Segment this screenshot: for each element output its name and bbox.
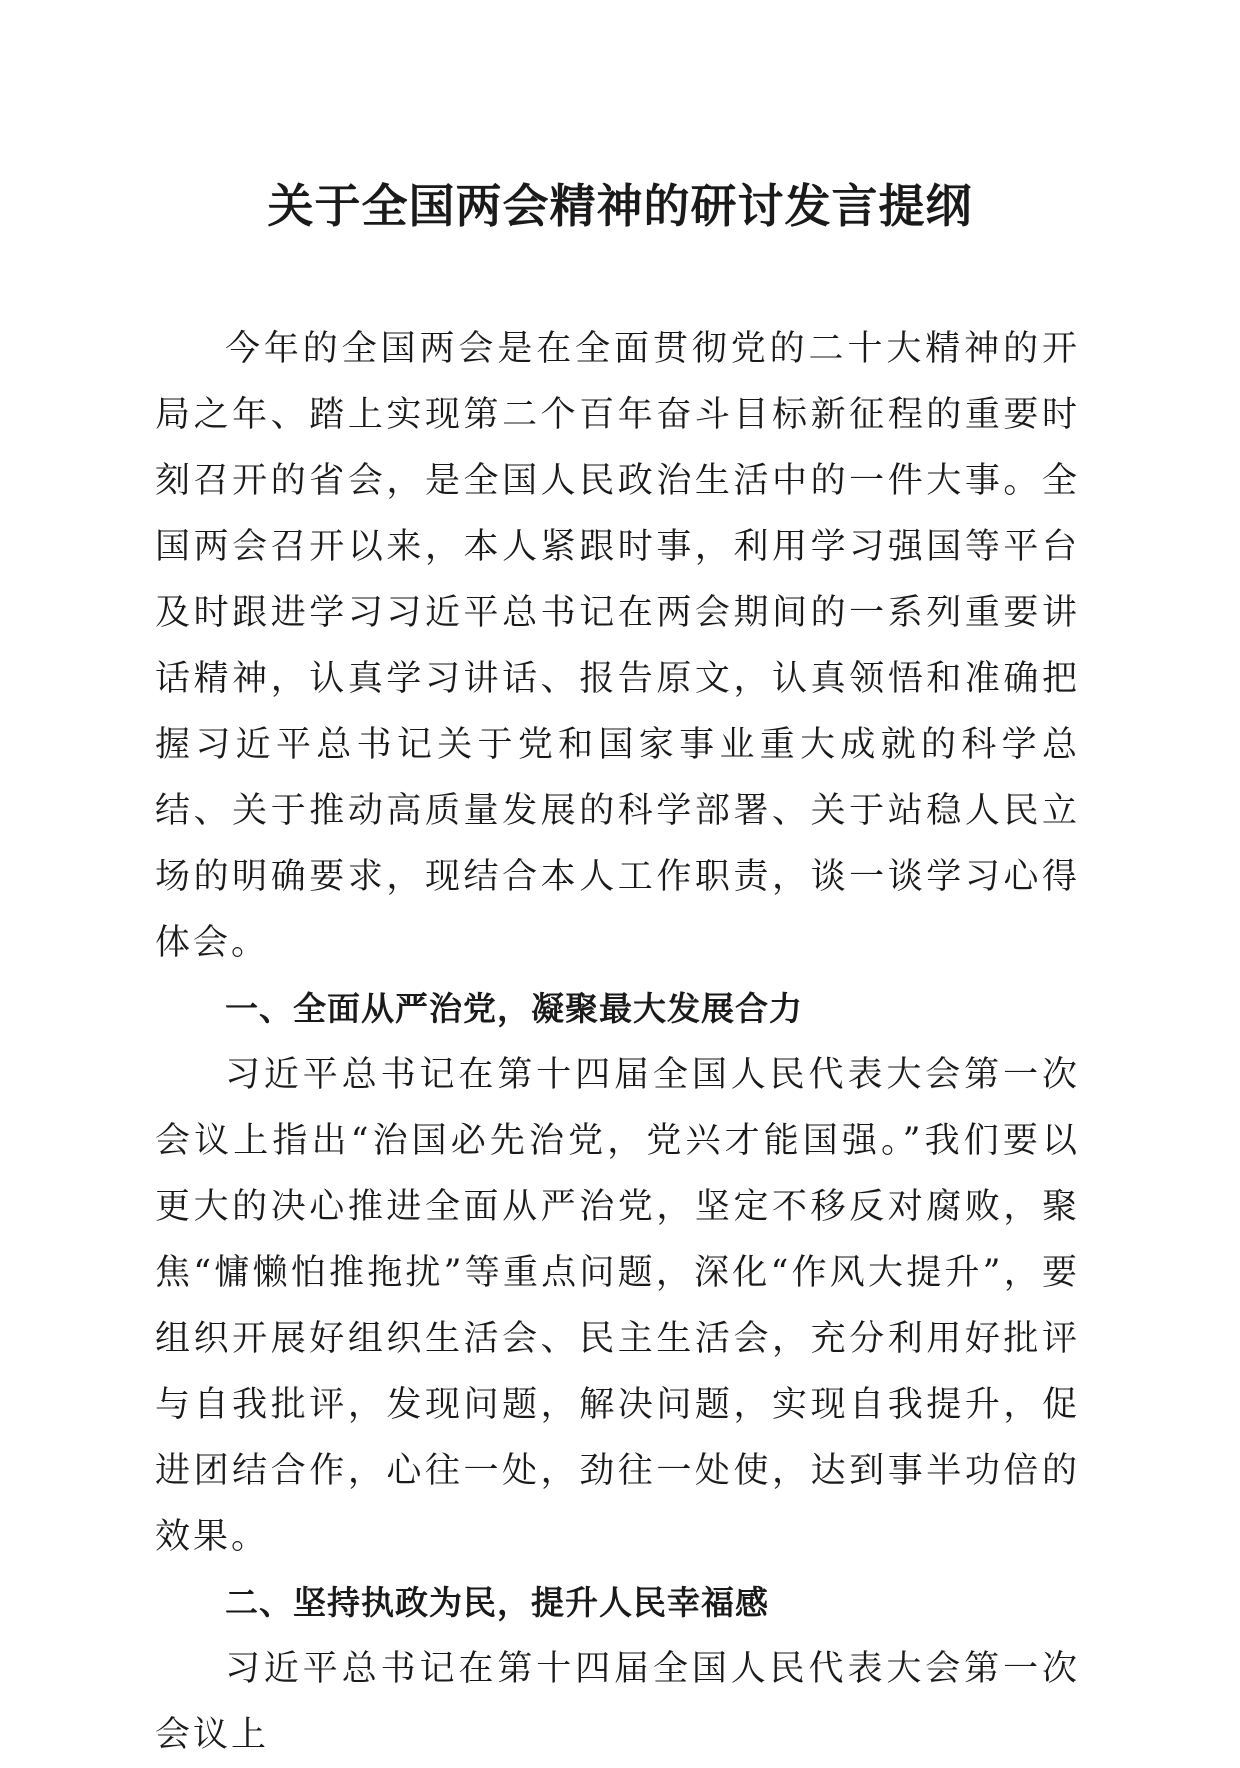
section-1-heading: 一、全面从严治党，凝聚最大发展合力 [225, 989, 803, 1028]
document-title: 关于全国两会精神的研讨发言提纲 [267, 179, 973, 233]
document-body [155, 316, 1080, 1768]
section-1-paragraph: 习近平总书记在第十四届全国人民代表大会第一次会议上指出“治国必先治党，党兴才能国强。”我们要以更大的决心推进全面从严治党，坚定不移反对腐败，聚焦“慵懒怕推拖扰”等重点问题，深化“作风大提升”，要组织开展好组织生活会、民主生活会，充分利用好批评与自我批评，发现问题，解决问题，实现自我提升，促进团结合作，心往一处，劲往一处使，达到事半功倍的效果。 [155, 1055, 1080, 1557]
section-2-heading: 二、坚持执政为民，提升人民幸福感 [225, 1583, 769, 1622]
intro-paragraph: 今年的全国两会是在全面贯彻党的二十大精神的开局之年、踏上实现第二个百年奋斗目标新征程的重要时刻召开的省会，是全国人民政治生活中的一件大事。全国两会召开以来，本人紧跟时事，利用学习强国等平台及时跟进学习习近平总书记在两会期间的一系列重要讲话精神，认真学习讲话、报告原文，认真领悟和准确把握习近平总书记关于党和国家事业重大成就的科学总结、关于推动高质量发展的科学部署、关于站稳人民立场的明确要求，现结合本人工作职责，谈一谈学习心得体会。 [155, 329, 1080, 963]
section-2-paragraph: 习近平总书记在第十四届全国人民代表大会第一次会议上 [155, 1649, 1080, 1755]
